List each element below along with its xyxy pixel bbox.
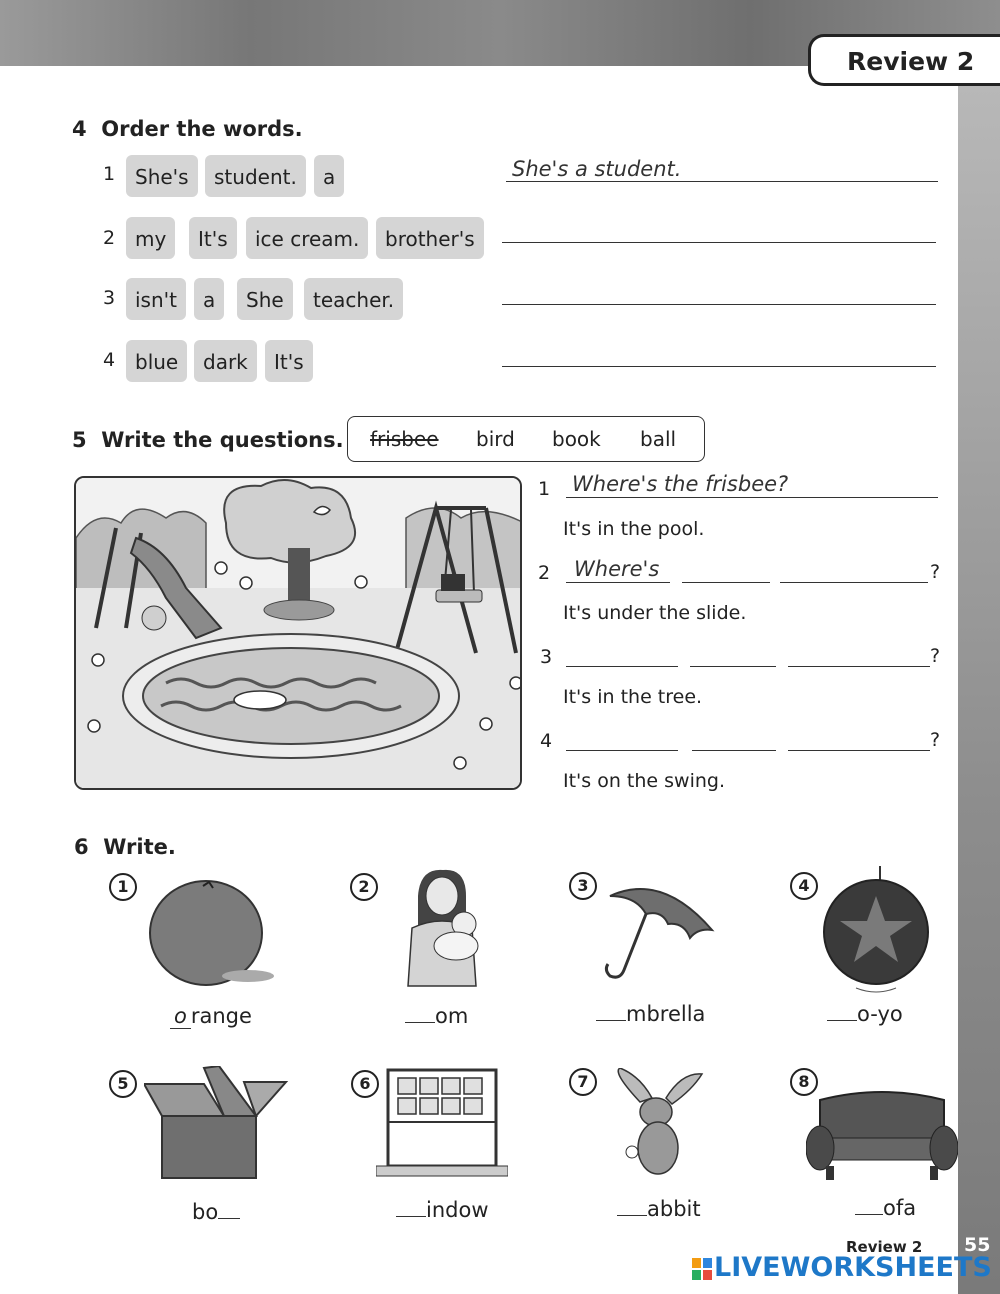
footer-review-label: Review 2 [846,1238,923,1256]
word-rest: ofa [883,1196,917,1220]
word-rest: mbrella [626,1002,706,1026]
ex5-number: 5 [72,428,87,452]
word-tile[interactable]: a [314,155,344,197]
question-mark: ? [930,645,941,667]
word-rest: o-yo [857,1002,903,1026]
word-box-word-ball: ball [640,427,677,451]
sofa-picture [806,1088,958,1184]
mom-with-baby-picture [398,866,488,988]
answer-line [502,242,936,243]
ex5-title: Write the questions. [101,428,344,452]
answer-line [502,366,936,367]
letter-blank-filled[interactable]: o [170,1004,191,1029]
letter-blank[interactable] [405,1022,435,1023]
page-right-edge [958,66,1000,1294]
word-box [347,416,705,462]
word-tile[interactable]: ice cream. [246,217,368,259]
word-box-word-book: book [552,427,601,451]
word-prefix: bo [192,1200,219,1224]
word-box-word-frisbee: frisbee [370,427,439,451]
ex4-item-number: 1 [103,163,116,185]
ex5-answer-text: It's in the pool. [563,518,705,540]
word-yo-yo [827,1002,903,1026]
word-tile[interactable]: She's [126,155,198,197]
ex5-answer-text: It's under the slide. [563,602,747,624]
word-tile[interactable]: blue [126,340,187,382]
ex5-answer-text: It's on the swing. [563,770,726,792]
ex5-item-number: 2 [538,562,551,584]
ex4-item-number: 4 [103,349,116,371]
answer-line [566,497,938,498]
word-box-word-bird: bird [476,427,515,451]
answer-line[interactable] [566,666,678,667]
word-umbrella [596,1002,705,1026]
watermark-text: LIVEWORKSHEETS [714,1252,992,1283]
ex6-title: Write. [103,835,176,859]
letter-blank[interactable] [827,1020,857,1021]
ex5-question-1[interactable]: Where's the frisbee? [572,472,789,496]
word-tile[interactable]: It's [265,340,313,382]
ex6-number: 6 [74,835,89,859]
word-tile[interactable]: teacher. [304,278,403,320]
word-tile[interactable]: She [237,278,293,320]
word-tile[interactable]: It's [189,217,237,259]
word-box [192,1200,240,1224]
item-number-circle: 2 [350,873,378,901]
ex4-title: Order the words. [101,117,303,141]
answer-line [566,582,670,583]
playground-picture [74,476,522,790]
letter-blank[interactable] [596,1020,626,1021]
word-tile[interactable]: my [126,217,175,259]
word-tile[interactable]: student. [205,155,306,197]
word-orange [170,1004,252,1028]
answer-line [506,181,938,182]
window-picture [376,1066,508,1186]
liveworksheets-logo-icon [692,1258,712,1280]
answer-line[interactable] [788,750,930,751]
answer-line[interactable] [780,582,928,583]
answer-line[interactable] [690,666,776,667]
ex5-question-2[interactable]: Where's [574,557,660,581]
ex4-answer-1[interactable]: She's a student. [512,157,682,181]
item-number-circle: 1 [109,873,137,901]
question-mark: ? [930,561,941,583]
answer-line [502,304,936,305]
ex4-item-number: 2 [103,227,116,249]
letter-blank[interactable] [396,1216,426,1217]
word-rest: om [435,1004,469,1028]
word-tile[interactable]: dark [194,340,257,382]
letter-blank[interactable] [617,1215,647,1216]
word-tile[interactable]: brother's [376,217,484,259]
rabbit-picture [610,1068,706,1180]
orange-picture [148,878,280,988]
word-sofa [855,1196,916,1220]
ex4-item-number: 3 [103,287,116,309]
ex5-item-number: 3 [540,646,553,668]
word-tile[interactable]: isn't [126,278,186,320]
word-rest: abbit [647,1197,701,1221]
word-window [396,1198,489,1222]
ex5-item-number: 4 [540,730,553,752]
ex5-answer-text: It's in the tree. [563,686,703,708]
answer-line[interactable] [566,750,678,751]
item-number-circle: 4 [790,872,818,900]
word-rest: range [190,1004,252,1028]
item-number-circle: 5 [109,1070,137,1098]
word-rabbit [617,1197,701,1221]
ex4-heading [72,117,303,141]
ex4-number: 4 [72,117,87,141]
review-tab: Review 2 [808,34,1000,86]
ex5-heading [72,428,344,452]
umbrella-picture [602,880,716,982]
item-number-circle: 6 [351,1070,379,1098]
item-number-circle: 3 [569,872,597,900]
answer-line[interactable] [788,666,930,667]
letter-blank[interactable] [218,1218,240,1219]
item-number-circle: 8 [790,1068,818,1096]
word-rest: indow [426,1198,489,1222]
word-mom [405,1004,468,1028]
page-number: 55 [964,1234,991,1256]
item-number-circle: 7 [569,1068,597,1096]
answer-line[interactable] [692,750,776,751]
question-mark: ? [930,729,941,751]
answer-line[interactable] [682,582,770,583]
ex6-heading [74,835,176,859]
ex5-item-number: 1 [538,478,551,500]
yo-yo-picture [820,866,932,996]
box-picture [144,1066,290,1186]
word-tile[interactable]: a [194,278,224,320]
letter-blank[interactable] [855,1214,883,1215]
